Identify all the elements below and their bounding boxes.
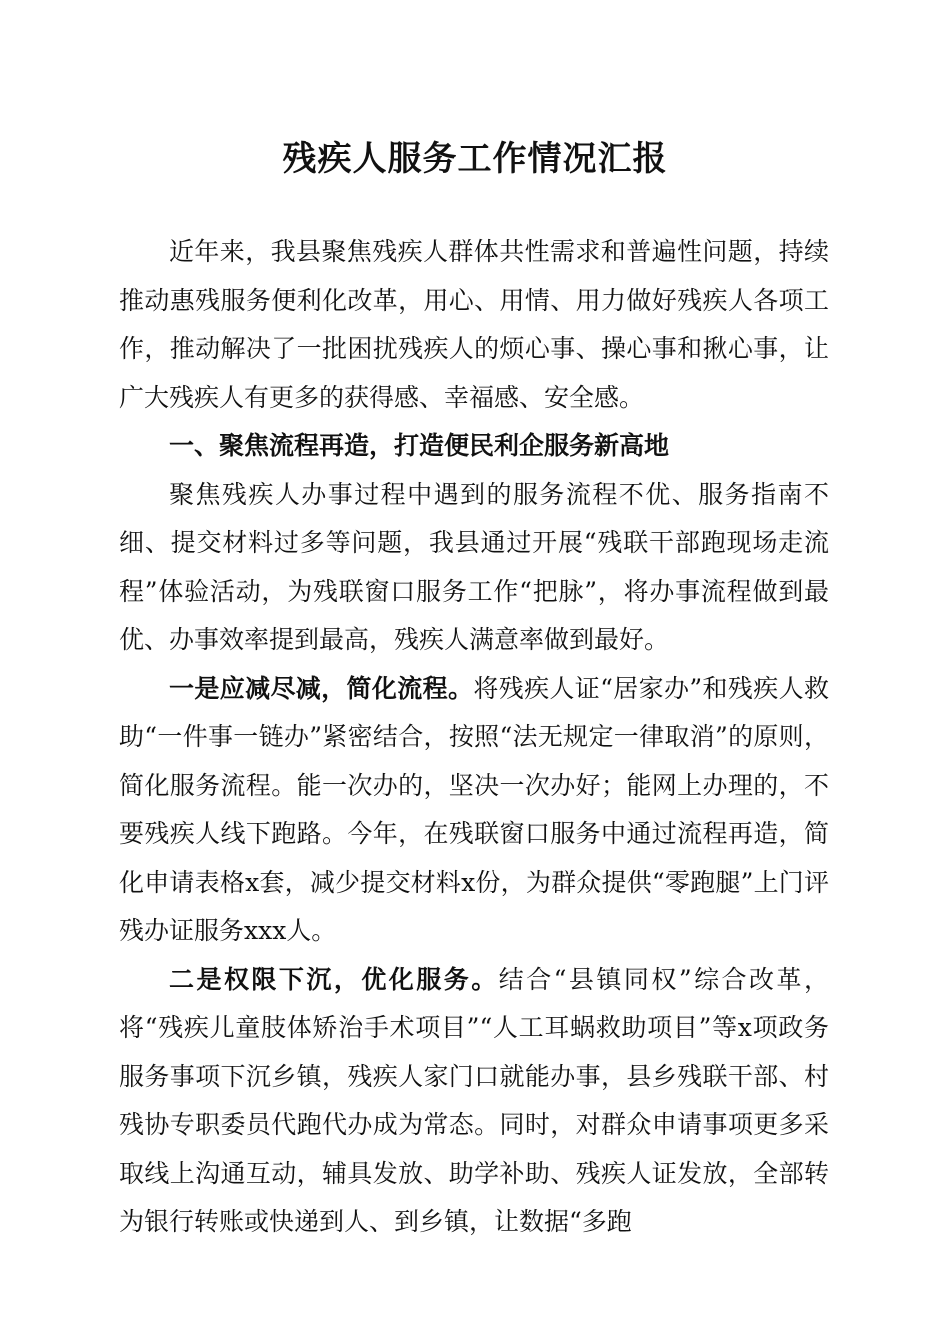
item-1-lead: 一是应减尽减，简化流程。 (169, 673, 474, 703)
item-2-paragraph (119, 956, 829, 1247)
intro-paragraph: 近年来，我县聚焦残疾人群体共性需求和普遍性问题，持续推动惠残服务便利化改革，用心、用情、用力做好残疾人各项工作，推动解决了一批困扰残疾人的烦心事、操心事和揪心事，让广大残疾人有更多的获得感、幸福感、安全感。 (119, 237, 829, 412)
item-2-lead: 二是权限下沉，优化服务。 (169, 964, 499, 994)
section-heading-1: 一、聚焦流程再造，打造便民利企服务新高地 (169, 431, 670, 460)
document-body (119, 228, 829, 1247)
item-2-text: 结合“县镇同权”综合改革，将“残疾儿童肢体矫治手术项目”“人工耳蜗救助项目”等x项政务服务事项下沉乡镇，残疾人家门口就能办事，县乡残联干部、村残协专职委员代跑代办成为常态。同时，对群众申请事项更多采取线上沟通互动，辅具发放、助学补助、残疾人证发放，全部转为银行转账或快递到人、到乡镇，让数据“多跑 (119, 964, 829, 1236)
section-1-paragraph: 聚焦残疾人办事过程中遇到的服务流程不优、服务指南不细、提交材料过多等问题，我县通过开展“残联干部跑现场走流程”体验活动，为残联窗口服务工作“把脉”，将办事流程做到最优、办事效率提到最高，残疾人满意率做到最好。 (119, 479, 829, 654)
item-1-text: 将残疾人证“居家办”和残疾人救助“一件事一链办”紧密结合，按照“法无规定一律取消”的原则，简化服务流程。能一次办的，坚决一次办好；能网上办理的，不要残疾人线下跑路。今年，在残联窗口服务中通过流程再造，简化申请表格x套，减少提交材料x份，为群众提供“零跑腿”上门评残办证服务xxx人。 (119, 673, 829, 945)
item-1-paragraph (119, 665, 829, 956)
document-title: 残疾人服务工作情况汇报 (282, 139, 668, 179)
